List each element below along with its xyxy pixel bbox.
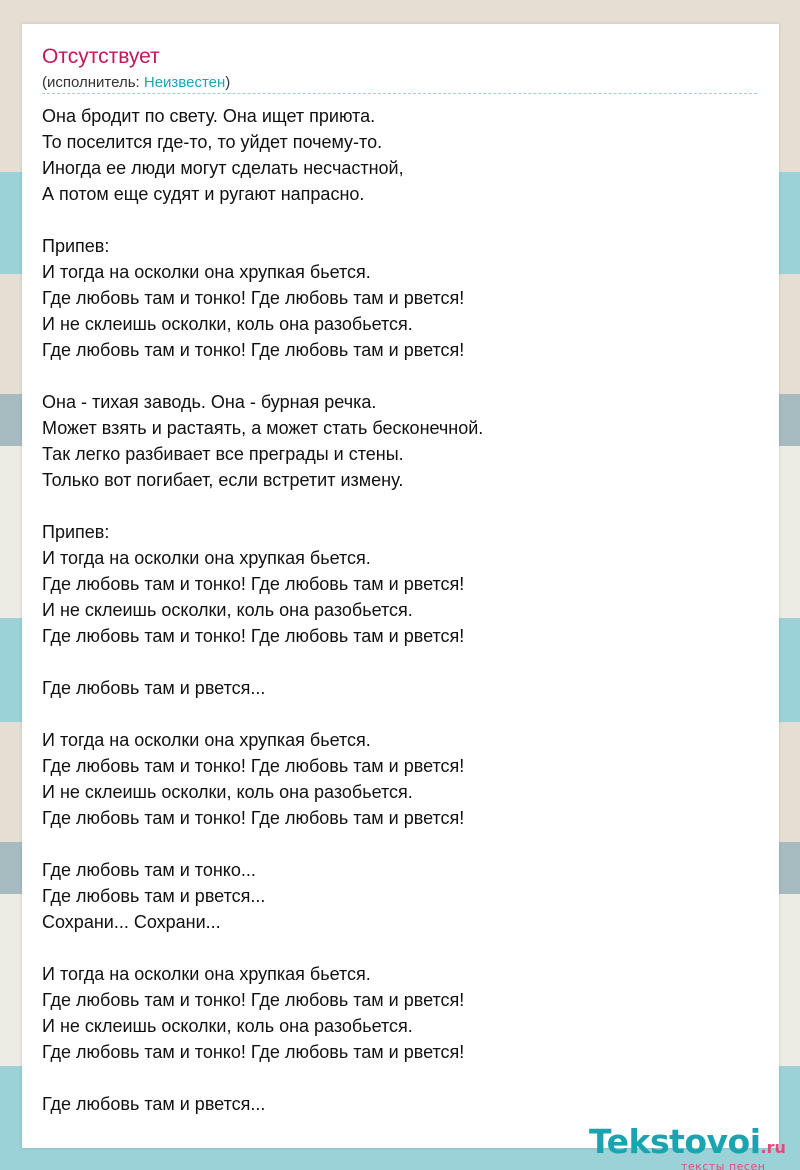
artist-prefix: (исполнитель:: [42, 74, 144, 91]
artist-line: [42, 73, 230, 93]
stanza-gap: [42, 363, 742, 389]
lyric-line: Где любовь там и тонко! Где любовь там и рвется!: [42, 626, 465, 646]
artist-suffix: ): [225, 74, 231, 91]
site-logo[interactable]: [589, 1122, 799, 1170]
lyric-line: И тогда на осколки она хрупкая бьется.: [42, 730, 371, 750]
lyric-line: И тогда на осколки она хрупкая бьется.: [42, 548, 371, 568]
logo-tld: .ru: [760, 1138, 786, 1157]
lyric-line: Где любовь там и тонко! Где любовь там и рвется!: [42, 808, 465, 828]
lyric-line: И не склеишь осколки, коль она разобьется.: [42, 782, 413, 802]
lyrics-card: [22, 24, 786, 1170]
logo-name: Tekstovoi: [589, 1122, 761, 1161]
lyric-line: И тогда на осколки она хрупкая бьется.: [42, 262, 371, 282]
stanza-gap: [42, 935, 742, 961]
lyric-line: Где любовь там и тонко! Где любовь там и рвется!: [42, 340, 465, 360]
stanza-gap: [42, 207, 742, 233]
stanza-gap: [42, 493, 742, 519]
lyric-line: Только вот погибает, если встретит измену.: [42, 470, 404, 490]
lyric-line: Припев:: [42, 522, 110, 542]
lyric-line: И не склеишь осколки, коль она разобьется.: [42, 600, 413, 620]
lyric-line: Где любовь там и тонко! Где любовь там и рвется!: [42, 990, 465, 1010]
stanza-gap: [42, 701, 742, 727]
song-title: Отсутствует: [42, 45, 160, 68]
lyric-line: Может взять и растаять, а может стать бесконечной.: [42, 418, 484, 438]
lyric-line: И тогда на осколки она хрупкая бьется.: [42, 964, 371, 984]
stanza-gap: [42, 831, 742, 857]
stanza-gap: [42, 649, 742, 675]
lyric-line: А потом еще судят и ругают напрасно.: [42, 184, 365, 204]
lyric-line: Где любовь там и рвется...: [42, 1094, 266, 1114]
lyric-line: Она бродит по свету. Она ищет приюта.: [42, 106, 376, 126]
lyric-line: И не склеишь осколки, коль она разобьется.: [42, 1016, 413, 1036]
lyric-line: Где любовь там и тонко...: [42, 860, 256, 880]
lyric-line: Где любовь там и тонко! Где любовь там и рвется!: [42, 1042, 465, 1062]
lyric-line: Припев:: [42, 236, 110, 256]
lyric-line: Где любовь там и тонко! Где любовь там и рвется!: [42, 756, 465, 776]
stanza-gap: [42, 1065, 742, 1091]
lyric-line: То поселится где-то, то уйдет почему-то.: [42, 132, 383, 152]
lyric-line: Где любовь там и тонко! Где любовь там и рвется!: [42, 574, 465, 594]
lyric-line: Где любовь там и рвется...: [42, 678, 266, 698]
lyric-line: Она - тихая заводь. Она - бурная речка.: [42, 392, 377, 412]
artist-link[interactable]: Неизвестен: [143, 74, 226, 91]
lyrics-body: [42, 103, 742, 1117]
lyric-line: И не склеишь осколки, коль она разобьется.: [42, 314, 413, 334]
title-divider: [42, 93, 757, 94]
lyric-line: Где любовь там и тонко! Где любовь там и рвется!: [42, 288, 465, 308]
lyric-line: Сохрани... Сохрани...: [42, 912, 221, 932]
lyric-line: Так легко разбивает все преграды и стены.: [42, 444, 404, 464]
lyric-line: Иногда ее люди могут сделать несчастной,: [42, 158, 404, 178]
logo-tagline: тексты песен: [681, 1160, 766, 1170]
lyric-line: Где любовь там и рвется...: [42, 886, 266, 906]
